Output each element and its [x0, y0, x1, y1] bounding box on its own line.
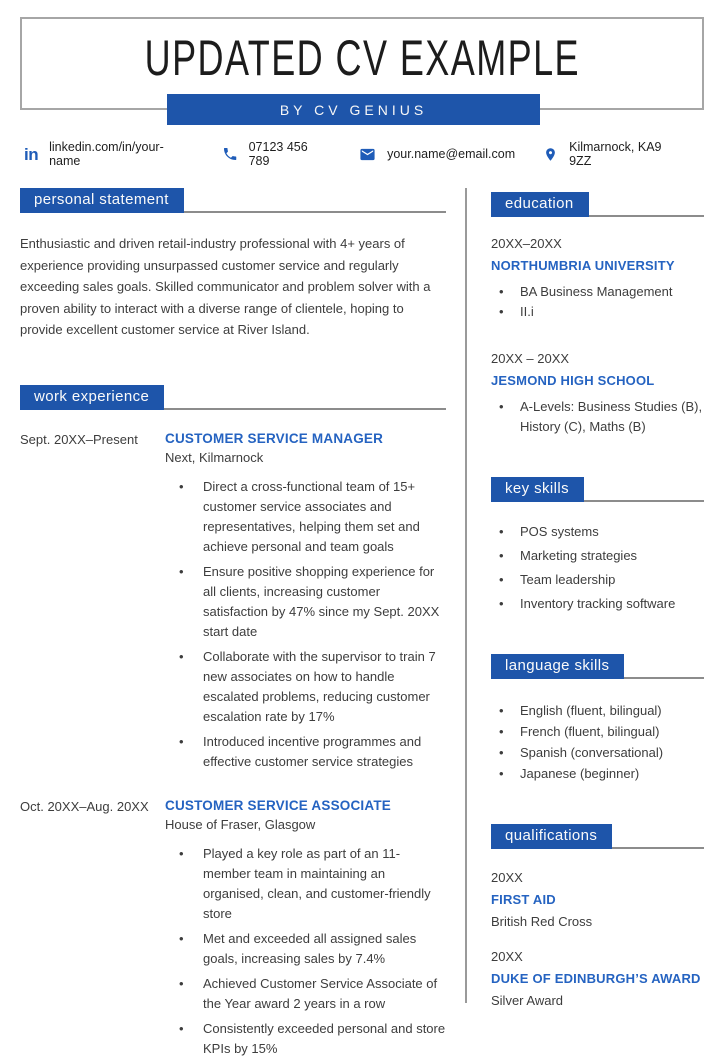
- phone-text: 07123 456 789: [248, 140, 308, 168]
- job-dates: Sept. 20XX–Present: [20, 431, 138, 447]
- contact-row: [24, 140, 714, 168]
- job-bullet-list: [165, 477, 446, 772]
- byline-text: BY CV GENIUS: [279, 101, 428, 118]
- bullet-item: • II.i: [499, 302, 704, 322]
- qualification-title: FIRST AID: [491, 892, 556, 907]
- contact-linkedin: [24, 140, 194, 168]
- section-banner-personal-statement: personal statement: [20, 188, 184, 213]
- language-item: • English (fluent, bilingual): [499, 701, 704, 721]
- job-title: CUSTOMER SERVICE MANAGER: [165, 430, 384, 446]
- job-company: House of Fraser, Glasgow: [165, 816, 316, 832]
- language-item: • French (fluent, bilingual): [499, 722, 704, 742]
- bullet-item: • Introduced incentive programmes and effective customer service strategies: [179, 732, 446, 772]
- personal-statement-text: Enthusiastic and driven retail-industry professional with 4+ years of experience providing unsurpassed customer service and regularly exceeding sales goals. Skilled communicator and problem solver with a proven ability to interact with a diverse range of clientele, hoping to provide excellent customer service at River Island.: [20, 236, 431, 337]
- email-icon: [359, 146, 376, 163]
- job-bullet-list: [165, 844, 446, 1059]
- section-heading: [20, 385, 446, 410]
- education-entry: [491, 234, 704, 322]
- section-education: [491, 192, 704, 437]
- bullet-item: • Played a key role as part of an 11-member team in maintaining an organised, clean, and customer-friendly store: [179, 844, 446, 924]
- qualification-entry: [491, 947, 704, 1011]
- qualification-entry: [491, 868, 704, 932]
- bullet-item: • Consistently exceeded personal and store KPIs by 15%: [179, 1019, 446, 1059]
- section-language-skills: [491, 654, 704, 784]
- key-skills-list: [491, 522, 704, 614]
- bullet-item: • Achieved Customer Service Associate of the Year award 2 years in a row: [179, 974, 446, 1014]
- job-body: [165, 798, 446, 1059]
- education-dates: 20XX – 20XX: [491, 351, 570, 366]
- bullet-item: • BA Business Management: [499, 282, 704, 302]
- bullet-item: • Ensure positive shopping experience for all clients, increasing customer satisfaction by 47% since my Sept. 20XX start date: [179, 562, 446, 642]
- section-banner-language-skills: language skills: [491, 654, 624, 679]
- section-heading: [491, 654, 704, 679]
- qualification-dates: 20XX: [491, 870, 523, 885]
- contact-location: [543, 140, 686, 168]
- job-dates: Oct. 20XX–Aug. 20XX: [20, 798, 149, 814]
- page-title: UPDATED CV EXAMPLE: [144, 29, 580, 86]
- contact-email: [359, 146, 515, 163]
- bullet-item: • Met and exceeded all assigned sales goals, increasing sales by 7.4%: [179, 929, 446, 969]
- skill-item: • POS systems: [499, 522, 704, 542]
- section-personal-statement: [20, 188, 446, 341]
- education-bullet-list: [491, 282, 704, 322]
- language-item: • Japanese (beginner): [499, 764, 704, 784]
- section-heading: [491, 824, 704, 849]
- section-banner-work-experience: work experience: [20, 385, 164, 410]
- section-heading: [491, 477, 704, 502]
- location-icon: [543, 146, 558, 163]
- byline-banner: [167, 94, 540, 125]
- section-qualifications: [491, 824, 704, 1011]
- language-item: • Spanish (conversational): [499, 743, 704, 763]
- linkedin-icon: in: [24, 144, 39, 164]
- skill-item: • Inventory tracking software: [499, 594, 704, 614]
- bullet-item: • Collaborate with the supervisor to train 7 new associates on how to handle escalated problems, reducing customer escalation rate by 17%: [179, 647, 446, 727]
- job-body: [165, 431, 446, 772]
- phone-icon: [222, 146, 238, 162]
- qualification-org: British Red Cross: [491, 914, 593, 929]
- education-school: NORTHUMBRIA UNIVERSITY: [491, 258, 675, 273]
- job-company: Next, Kilmarnock: [165, 449, 264, 465]
- right-column: [491, 192, 704, 1011]
- qualification-title: DUKE OF EDINBURGH’S AWARD: [491, 971, 701, 986]
- section-key-skills: [491, 477, 704, 614]
- bullet-item: • Direct a cross-functional team of 15+ customer service associates and representatives, helping them set and achieve personal and team goals: [179, 477, 446, 557]
- section-banner-qualifications: qualifications: [491, 824, 612, 849]
- bullet-item: • A-Levels: Business Studies (B), History (C), Maths (B): [499, 397, 704, 437]
- job-title: CUSTOMER SERVICE ASSOCIATE: [165, 797, 391, 813]
- qualification-dates: 20XX: [491, 949, 523, 964]
- job-entry: [20, 798, 446, 1059]
- section-banner-education: education: [491, 192, 589, 217]
- section-heading: [491, 192, 704, 217]
- linkedin-text: linkedin.com/in/your-name: [49, 140, 164, 168]
- qualification-org: Silver Award: [491, 993, 564, 1008]
- contact-phone: [222, 140, 332, 168]
- education-dates: 20XX–20XX: [491, 236, 562, 251]
- section-heading: [20, 188, 446, 213]
- language-skills-list: [491, 701, 704, 784]
- section-work-experience: [20, 385, 446, 1059]
- email-text: your.name@email.com: [387, 147, 516, 161]
- left-column: [20, 188, 446, 1059]
- skill-item: • Team leadership: [499, 570, 704, 590]
- education-entry: [491, 349, 704, 437]
- column-divider: [465, 188, 467, 1003]
- location-text: Kilmarnock, KA9 9ZZ: [569, 140, 662, 168]
- section-banner-key-skills: key skills: [491, 477, 584, 502]
- education-bullet-list: [491, 397, 704, 437]
- skill-item: • Marketing strategies: [499, 546, 704, 566]
- education-school: JESMOND HIGH SCHOOL: [491, 373, 655, 388]
- job-entry: [20, 431, 446, 772]
